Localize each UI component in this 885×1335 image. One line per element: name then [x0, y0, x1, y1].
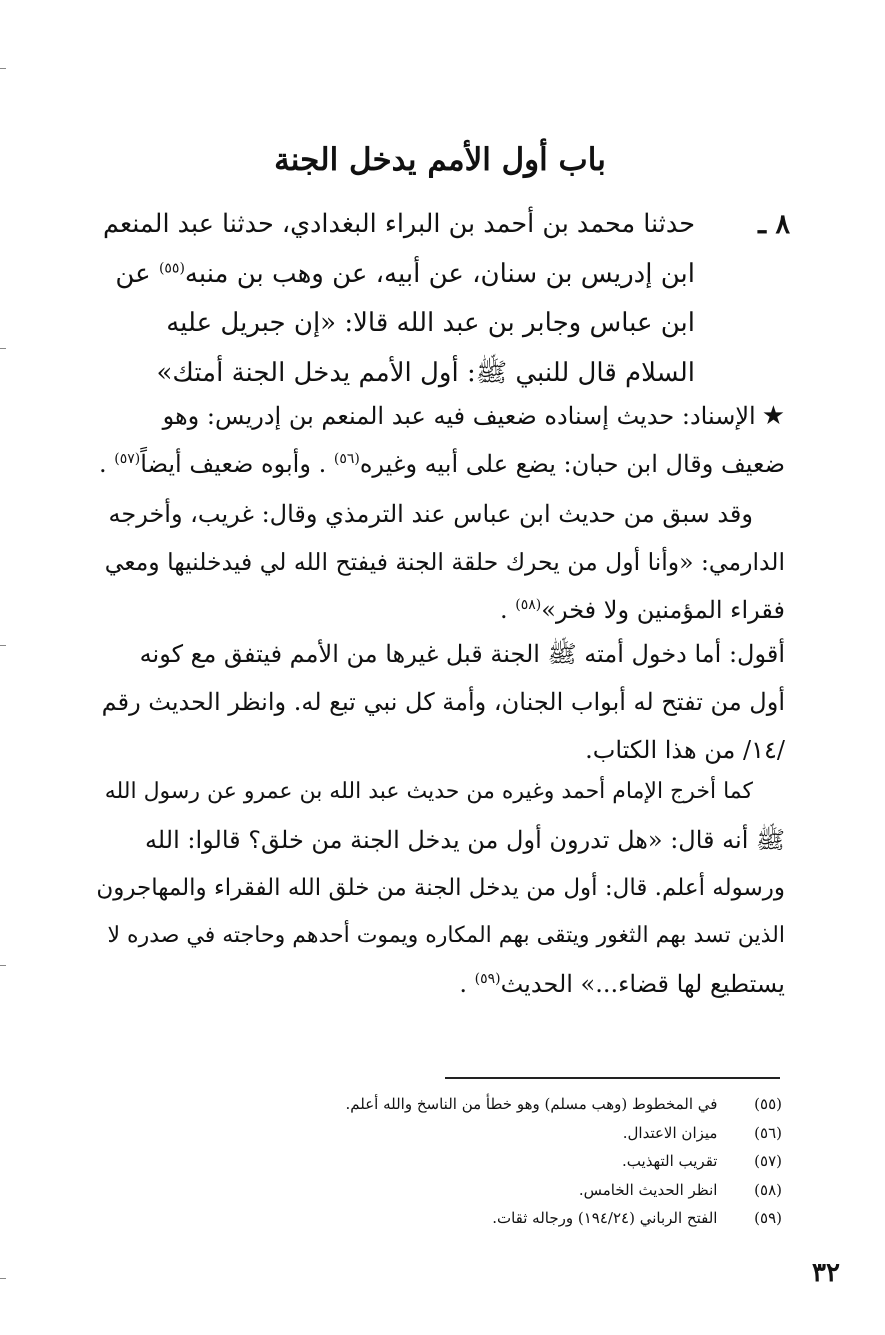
isnad-line — [95, 392, 785, 440]
isnad-text: الإسناد: حديث إسناده ضعيف فيه عبد المنعم بن إدريس: وهو — [162, 402, 756, 430]
commentary-paragraph — [95, 768, 785, 1008]
hadith-text — [95, 200, 695, 398]
margin-mark — [0, 645, 6, 646]
footnote — [222, 1204, 782, 1233]
footnote-number: (٥٨) — [754, 1180, 782, 1199]
footnote-ref: (٥٧) — [114, 451, 141, 467]
margin-mark — [0, 348, 6, 349]
footnote-text: تقريب التهذيب. — [622, 1152, 718, 1170]
star-icon: ★ — [761, 401, 785, 431]
commentary-line: /١٤/ من هذا الكتاب. — [585, 736, 785, 764]
footnote-divider — [445, 1077, 780, 1079]
margin-mark — [0, 965, 6, 966]
commentary-text: فقراء المؤمنين ولا فخر» — [541, 596, 785, 624]
footnote-ref: (٥٩) — [474, 971, 501, 987]
hadith-line: ابن عباس وجابر بن عبد الله قالا: «إن جبريل عليه — [166, 308, 695, 338]
footnote — [222, 1119, 782, 1148]
commentary-text: يستطيع لها قضاء...» الحديث — [500, 970, 785, 998]
hadith-line-text: ابن إدريس بن سنان، عن أبيه، عن وهب بن منبه — [184, 258, 695, 289]
isnad-text: . — [98, 450, 107, 478]
footnote-ref: (٥٦) — [333, 451, 360, 467]
commentary-paragraph — [95, 490, 785, 634]
commentary-line: ورسوله أعلم. قال: أول من يدخل الجنة من خلق الله الفقراء والمهاجرون — [96, 875, 785, 901]
commentary-line: الدارمي: «وأنا أول من يحرك حلقة الجنة فيفتح الله لي فيدخلنيها ومعي — [104, 548, 785, 576]
commentary-line: أول من تفتح له أبواب الجنان، وأمة كل نبي تبع له. وانظر الحديث رقم — [101, 688, 785, 716]
isnad-text: ضعيف وقال ابن حبان: يضع على أبيه وغيره — [359, 450, 785, 478]
commentary-text: . — [500, 596, 508, 624]
hadith-line — [95, 250, 695, 300]
footnote-number: (٥٧) — [754, 1152, 782, 1170]
commentary-line — [95, 586, 785, 634]
footnote-number: (٥٥) — [754, 1095, 782, 1113]
footnote-number: (٥٦) — [754, 1123, 782, 1142]
isnad-text: . وأبوه ضعيف أيضاً — [140, 450, 327, 478]
footnote-text: انظر الحديث الخامس. — [578, 1180, 718, 1199]
page-number: ٣٢ — [812, 1258, 840, 1288]
commentary-line — [95, 960, 785, 1008]
footnote-ref: (٥٥) — [158, 259, 185, 276]
margin-mark — [0, 1278, 6, 1279]
footnote-text: الفتح الرباني (١٩٤/٢٤) ورجاله ثقات. — [492, 1209, 718, 1227]
commentary-line: وقد سبق من حديث ابن عباس عند الترمذي وقال: غريب، وأخرجه — [108, 500, 753, 528]
commentary-line: كما أخرج الإمام أحمد وغيره من حديث عبد الله بن عمرو عن رسول الله — [104, 779, 753, 804]
isnad-paragraph — [95, 392, 785, 488]
commentary-line: ﷺ أنه قال: «هل تدرون أول من يدخل الجنة من خلق؟ قالوا: الله — [144, 826, 785, 854]
footnotes — [222, 1090, 782, 1233]
hadith-line-tail: عن — [115, 258, 151, 289]
commentary-paragraph — [95, 630, 785, 774]
footnote — [222, 1090, 782, 1119]
hadith-line: حدثنا محمد بن أحمد بن البراء البغدادي، حدثنا عبد المنعم — [102, 209, 695, 239]
commentary-line: أقول: أما دخول أمته ﷺ الجنة قبل غيرها من الأمم فيتفق مع كونه — [139, 640, 785, 668]
footnote-text: ميزان الاعتدال. — [622, 1123, 718, 1142]
footnote — [222, 1147, 782, 1176]
footnote — [222, 1176, 782, 1205]
chapter-title: باب أول الأمم يدخل الجنة — [274, 142, 606, 178]
margin-mark — [0, 68, 6, 69]
footnote-text: في المخطوط (وهب مسلم) وهو خطأ من الناسخ والله أعلم. — [345, 1095, 718, 1113]
commentary-text: . — [459, 970, 467, 998]
hadith-number: ٨ ـ — [758, 209, 790, 240]
footnote-number: (٥٩) — [754, 1209, 782, 1227]
hadith-line: السلام قال للنبي ﷺ: أول الأمم يدخل الجنة أمتك» — [156, 357, 695, 388]
isnad-line — [95, 440, 785, 488]
footnote-ref: (٥٨) — [515, 597, 542, 613]
commentary-line: الذين تسد بهم الثغور ويتقى بهم المكاره ويموت أحدهم وحاجته في صدره لا — [107, 923, 785, 948]
